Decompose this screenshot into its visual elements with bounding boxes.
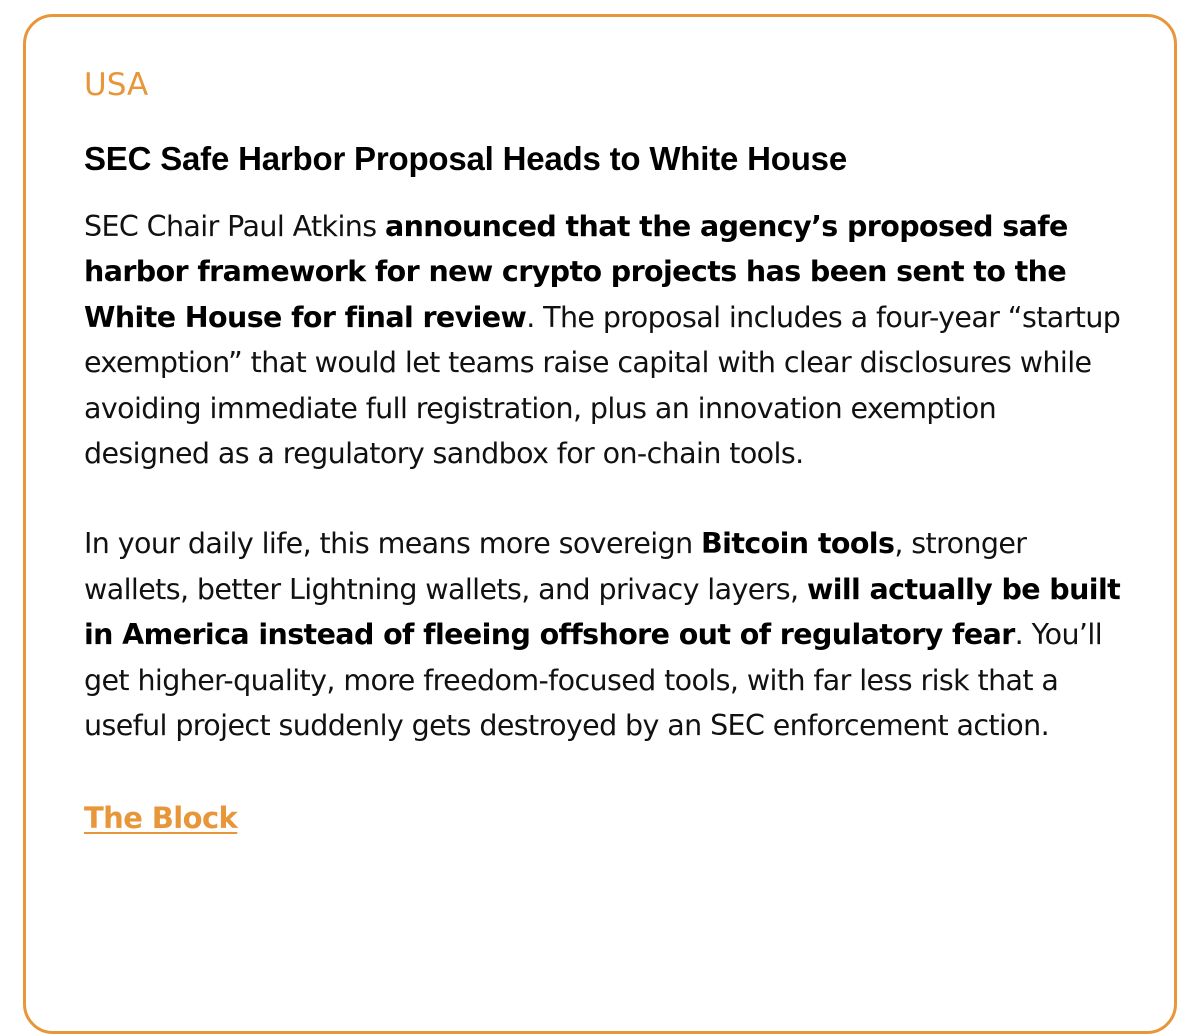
paragraph-impact-middle: , stronger wallets, better Lightning wallets, and privacy layers, (84, 527, 1027, 606)
paragraph-summary-highlight: announced that the agency’s proposed safe harbor framework for new crypto projects has been sent to the White House for final review (84, 210, 1068, 334)
source-link[interactable]: The Block (84, 801, 238, 836)
news-card (23, 14, 1177, 1034)
paragraph-summary-intro: SEC Chair Paul Atkins (84, 210, 385, 243)
paragraph-impact-highlight-2: will actually be built in America instead of fleeing offshore out of regulatory fear (84, 572, 1121, 652)
paragraph-summary (84, 204, 1124, 476)
paragraph-summary-rest: . The proposal includes a four-year “startup exemption” that would let teams raise capital with clear disclosures while avoiding immediate full registration, plus an innovation exemption designed as a regulatory sandbox for on-chain tools. (84, 300, 1121, 471)
category-label: USA (84, 67, 149, 103)
paragraph-impact-intro: In your daily life, this means more sovereign (84, 527, 702, 561)
paragraph-impact-rest: . You’ll get higher-quality, more freedom-focused tools, with far less risk that a useful project suddenly gets destroyed by an SEC enforcement action. (84, 618, 1103, 743)
paragraph-impact (84, 521, 1124, 748)
news-card-content (84, 65, 1124, 838)
headline: SEC Safe Harbor Proposal Heads to White House (84, 140, 847, 177)
paragraph-impact-highlight-1: Bitcoin tools (701, 527, 895, 561)
